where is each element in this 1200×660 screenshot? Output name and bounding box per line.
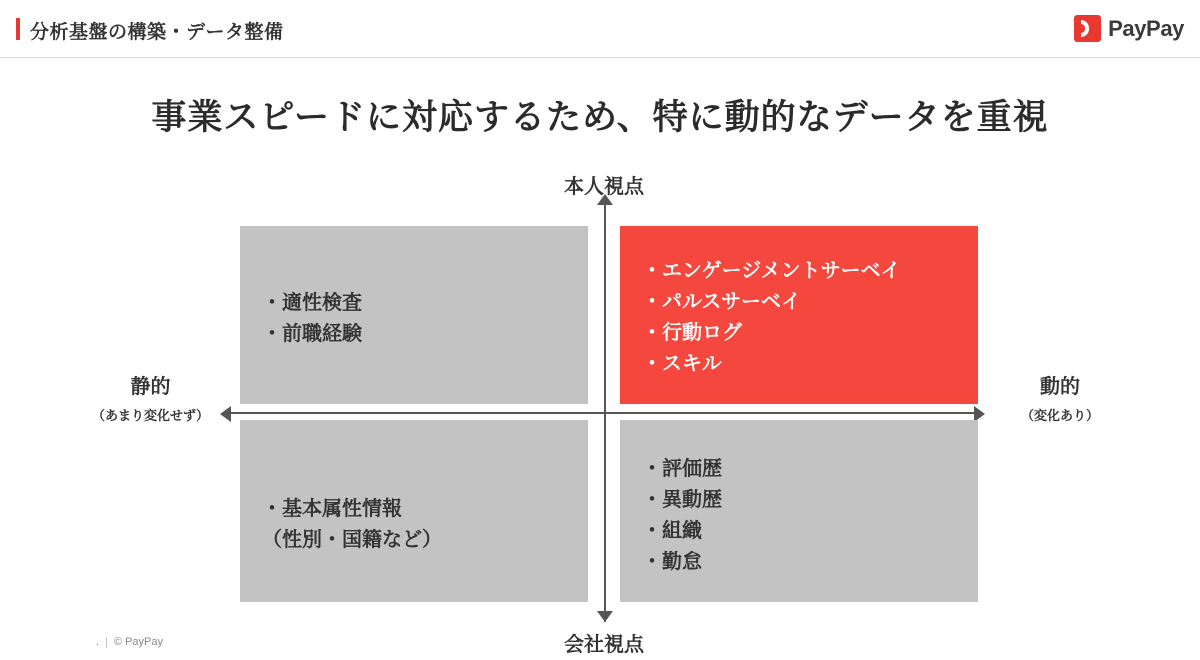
axis-label-left-main: 静的 bbox=[130, 376, 171, 398]
footer-page-number: . bbox=[96, 636, 100, 648]
page-title: 事業スピードに対応するため、特に動的なデータを重視 bbox=[151, 98, 1049, 137]
quadrant-bottom-right bbox=[620, 420, 978, 602]
paypay-logo-text: PayPay bbox=[1108, 15, 1184, 41]
header-accent-bar bbox=[16, 18, 20, 40]
paypay-logo-icon bbox=[1074, 15, 1101, 42]
list-item: ・エンゲージメントサーベイ bbox=[642, 260, 901, 282]
list-item: ・勤怠 bbox=[642, 551, 702, 573]
header-title: 分析基盤の構築・データ整備 bbox=[30, 22, 284, 43]
horizontal-axis-line bbox=[228, 412, 980, 414]
quadrant-top-left bbox=[240, 226, 588, 404]
axis-label-left bbox=[78, 375, 223, 424]
axis-label-bottom: 会社視点 bbox=[564, 634, 644, 656]
quadrant-bottom-right-list bbox=[642, 454, 956, 578]
footer-separator: | bbox=[105, 636, 108, 648]
quadrant-top-right bbox=[620, 226, 978, 404]
axis-label-right-main: 動的 bbox=[1040, 376, 1080, 398]
list-item: ・行動ログ bbox=[642, 322, 742, 344]
list-item: ・基本属性情報 bbox=[262, 498, 402, 520]
quadrant-top-right-list bbox=[642, 256, 956, 380]
axis-label-top: 本人視点 bbox=[564, 176, 644, 198]
quadrant-bottom-left bbox=[240, 420, 588, 602]
list-item: ・適性検査 bbox=[262, 292, 362, 314]
axis-label-right bbox=[985, 375, 1135, 424]
list-item: ・組織 bbox=[642, 520, 702, 542]
footer-copyright: © PayPay bbox=[113, 636, 163, 648]
paypay-logo bbox=[1074, 15, 1184, 42]
list-item: ・評価歴 bbox=[642, 458, 722, 480]
quadrant-bottom-left-list bbox=[262, 494, 566, 556]
vertical-axis-arrow-down-icon bbox=[597, 611, 613, 622]
axis-label-right-sub: （変化あり） bbox=[1020, 408, 1099, 423]
list-item: （性別・国籍など） bbox=[262, 529, 442, 551]
list-item: ・前職経験 bbox=[262, 323, 362, 345]
axis-label-left-sub: （あまり変化せず） bbox=[91, 408, 209, 423]
slide-footer bbox=[96, 636, 163, 648]
quadrant-top-left-list bbox=[262, 288, 566, 350]
list-item: ・パルスサーベイ bbox=[642, 291, 801, 313]
slide-header bbox=[0, 0, 1200, 58]
list-item: ・異動歴 bbox=[642, 489, 722, 511]
list-item: ・スキル bbox=[642, 353, 722, 375]
